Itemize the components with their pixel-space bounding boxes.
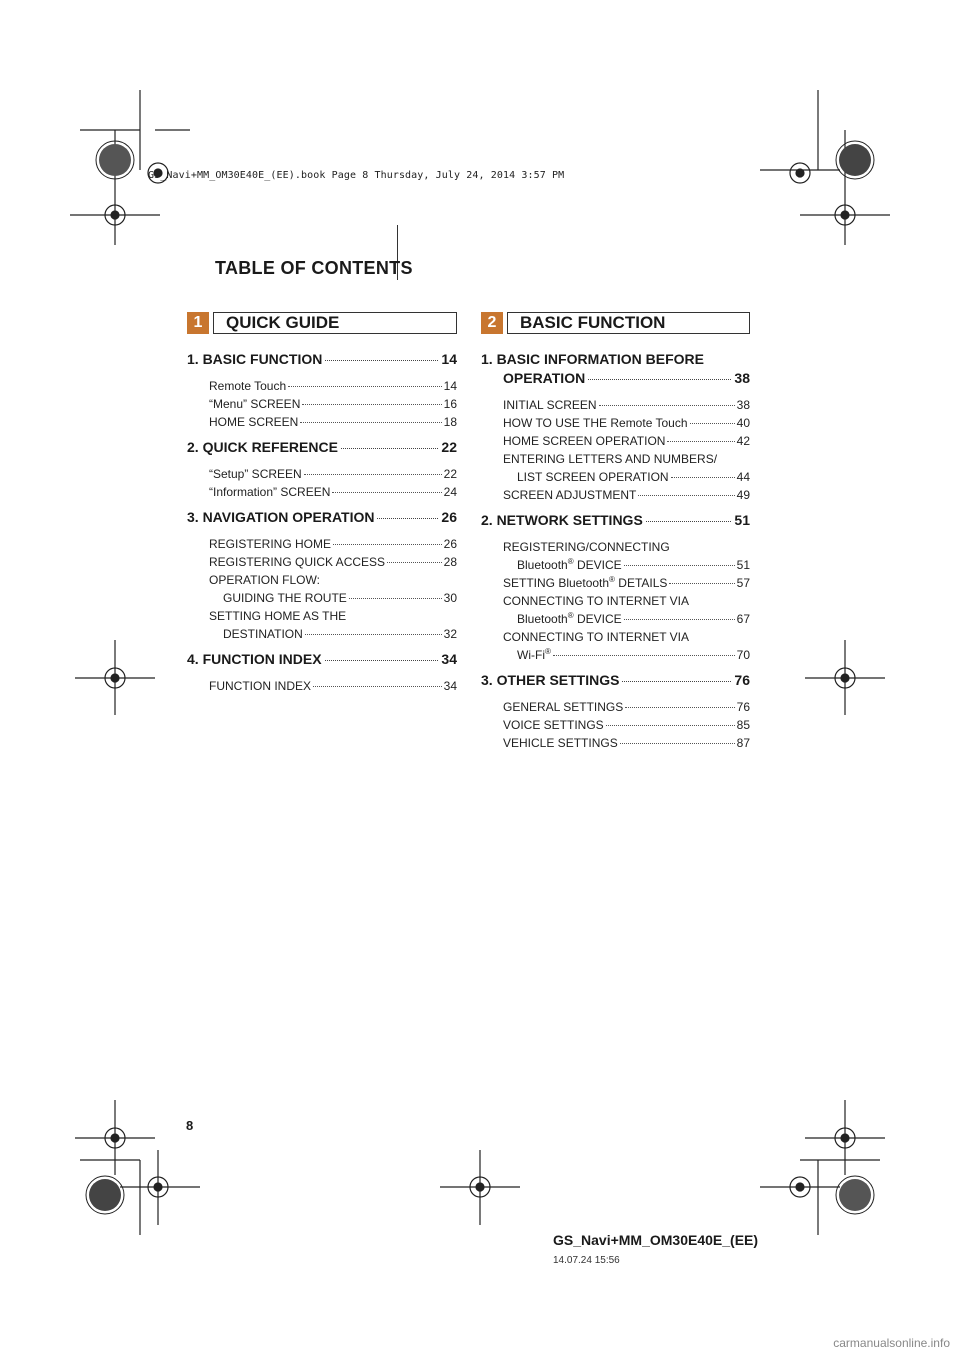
toc-item[interactable]: SETTING HOME AS THE DESTINATION 32 bbox=[209, 609, 457, 641]
toc-item[interactable]: “Setup” SCREEN 22 bbox=[209, 467, 457, 481]
section-number: 2 bbox=[481, 312, 503, 334]
toc-item[interactable]: VEHICLE SETTINGS 87 bbox=[503, 736, 750, 750]
toc-item[interactable]: REGISTERING QUICK ACCESS 28 bbox=[209, 555, 457, 569]
toc-item[interactable]: HOW TO USE THE Remote Touch 40 bbox=[503, 416, 750, 430]
toc-item[interactable]: VOICE SETTINGS 85 bbox=[503, 718, 750, 732]
toc-item[interactable]: HOME SCREEN 18 bbox=[209, 415, 457, 429]
toc-chapter[interactable]: 3. OTHER SETTINGS 76 bbox=[481, 672, 750, 688]
toc-item[interactable]: “Information” SCREEN 24 bbox=[209, 485, 457, 499]
toc-column-basic-function bbox=[481, 350, 750, 752]
watermark: carmanualsonline.info bbox=[833, 1336, 950, 1350]
toc-item[interactable]: CONNECTING TO INTERNET VIA Bluetooth® DEVICE 67 bbox=[503, 594, 750, 626]
toc-chapter[interactable]: 1. BASIC FUNCTION 14 bbox=[187, 351, 457, 367]
page-title: TABLE OF CONTENTS bbox=[215, 258, 413, 278]
toc-item[interactable]: Remote Touch 14 bbox=[209, 379, 457, 393]
toc-item[interactable]: ENTERING LETTERS AND NUMBERS/ LIST SCREEN OPERATION 44 bbox=[503, 452, 750, 484]
section-header-basic-function bbox=[481, 312, 750, 334]
toc-chapter[interactable]: 4. FUNCTION INDEX 34 bbox=[187, 651, 457, 667]
section-title: BASIC FUNCTION bbox=[507, 312, 750, 334]
section-number: 1 bbox=[187, 312, 209, 334]
document-code: GS_Navi+MM_OM30E40E_(EE) bbox=[553, 1232, 759, 1248]
toc-item[interactable]: “Menu” SCREEN 16 bbox=[209, 397, 457, 411]
toc-item[interactable]: INITIAL SCREEN 38 bbox=[503, 398, 750, 412]
toc-chapter[interactable]: 2. QUICK REFERENCE 22 bbox=[187, 439, 457, 455]
toc-item[interactable]: SETTING Bluetooth® DETAILS 57 bbox=[503, 575, 750, 590]
toc-column-quick-guide bbox=[187, 350, 457, 695]
toc-item[interactable]: OPERATION FLOW: GUIDING THE ROUTE 30 bbox=[209, 573, 457, 605]
toc-item[interactable]: REGISTERING/CONNECTING Bluetooth® DEVICE 51 bbox=[503, 540, 750, 572]
toc-chapter[interactable]: 2. NETWORK SETTINGS 51 bbox=[481, 512, 750, 528]
book-info-line: GS_Navi+MM_OM30E40E_(EE).book Page 8 Thursday, July 24, 2014 3:57 PM bbox=[148, 170, 565, 181]
section-title: QUICK GUIDE bbox=[213, 312, 457, 334]
toc-item[interactable]: CONNECTING TO INTERNET VIA Wi-Fi® 70 bbox=[503, 630, 750, 662]
toc-chapter[interactable]: 1. BASIC INFORMATION BEFORE OPERATION 38 bbox=[481, 351, 750, 386]
page-number: 8 bbox=[186, 1118, 194, 1133]
toc-item[interactable]: HOME SCREEN OPERATION 42 bbox=[503, 434, 750, 448]
section-header-quick-guide bbox=[187, 312, 457, 334]
toc-item[interactable]: FUNCTION INDEX 34 bbox=[209, 679, 457, 693]
toc-item[interactable]: GENERAL SETTINGS 76 bbox=[503, 700, 750, 714]
toc-item[interactable]: REGISTERING HOME 26 bbox=[209, 537, 457, 551]
print-date: 14.07.24 15:56 bbox=[553, 1255, 620, 1266]
toc-item[interactable]: SCREEN ADJUSTMENT 49 bbox=[503, 488, 750, 502]
toc-chapter[interactable]: 3. NAVIGATION OPERATION 26 bbox=[187, 509, 457, 525]
